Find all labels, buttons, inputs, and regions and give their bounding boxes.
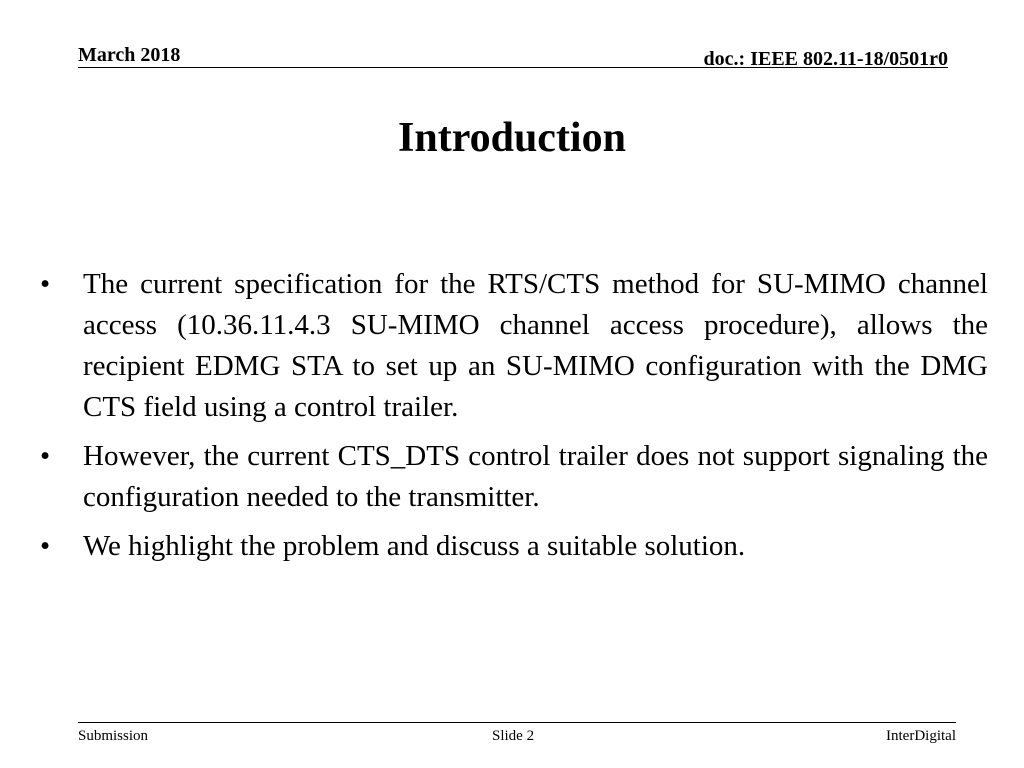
bullet-text: We highlight the problem and discuss a suitable solution.	[83, 530, 746, 562]
footer-company: InterDigital	[886, 728, 956, 744]
footer-slide-number: Slide 2	[492, 728, 535, 744]
header-doc-id: doc.: IEEE 802.11-18/0501r0	[703, 48, 948, 70]
footer-submission: Submission	[78, 728, 149, 744]
bullet-marker: •	[40, 440, 51, 472]
header-divider	[78, 67, 948, 68]
bullet-text: However, the current CTS_DTS control trailer does not support signaling the configuration needed to the transmitter.	[83, 440, 988, 513]
header-date: March 2018	[78, 44, 181, 66]
bullet-item	[40, 436, 988, 518]
bullet-marker: •	[40, 268, 51, 300]
bullet-text: The current specification for the RTS/CTS method for SU-MIMO channel access (10.36.11.4.3 SU-MIMO channel access procedure), allows the recipient EDMG STA to set up an SU-MIMO configuration with the DMG CTS field using a control trailer.	[83, 268, 988, 423]
bullet-item	[40, 526, 988, 567]
footer-divider	[78, 722, 956, 723]
bullet-list	[40, 264, 988, 575]
bullet-marker: •	[40, 530, 51, 562]
slide-title: Introduction	[398, 115, 626, 161]
bullet-item	[40, 264, 988, 428]
